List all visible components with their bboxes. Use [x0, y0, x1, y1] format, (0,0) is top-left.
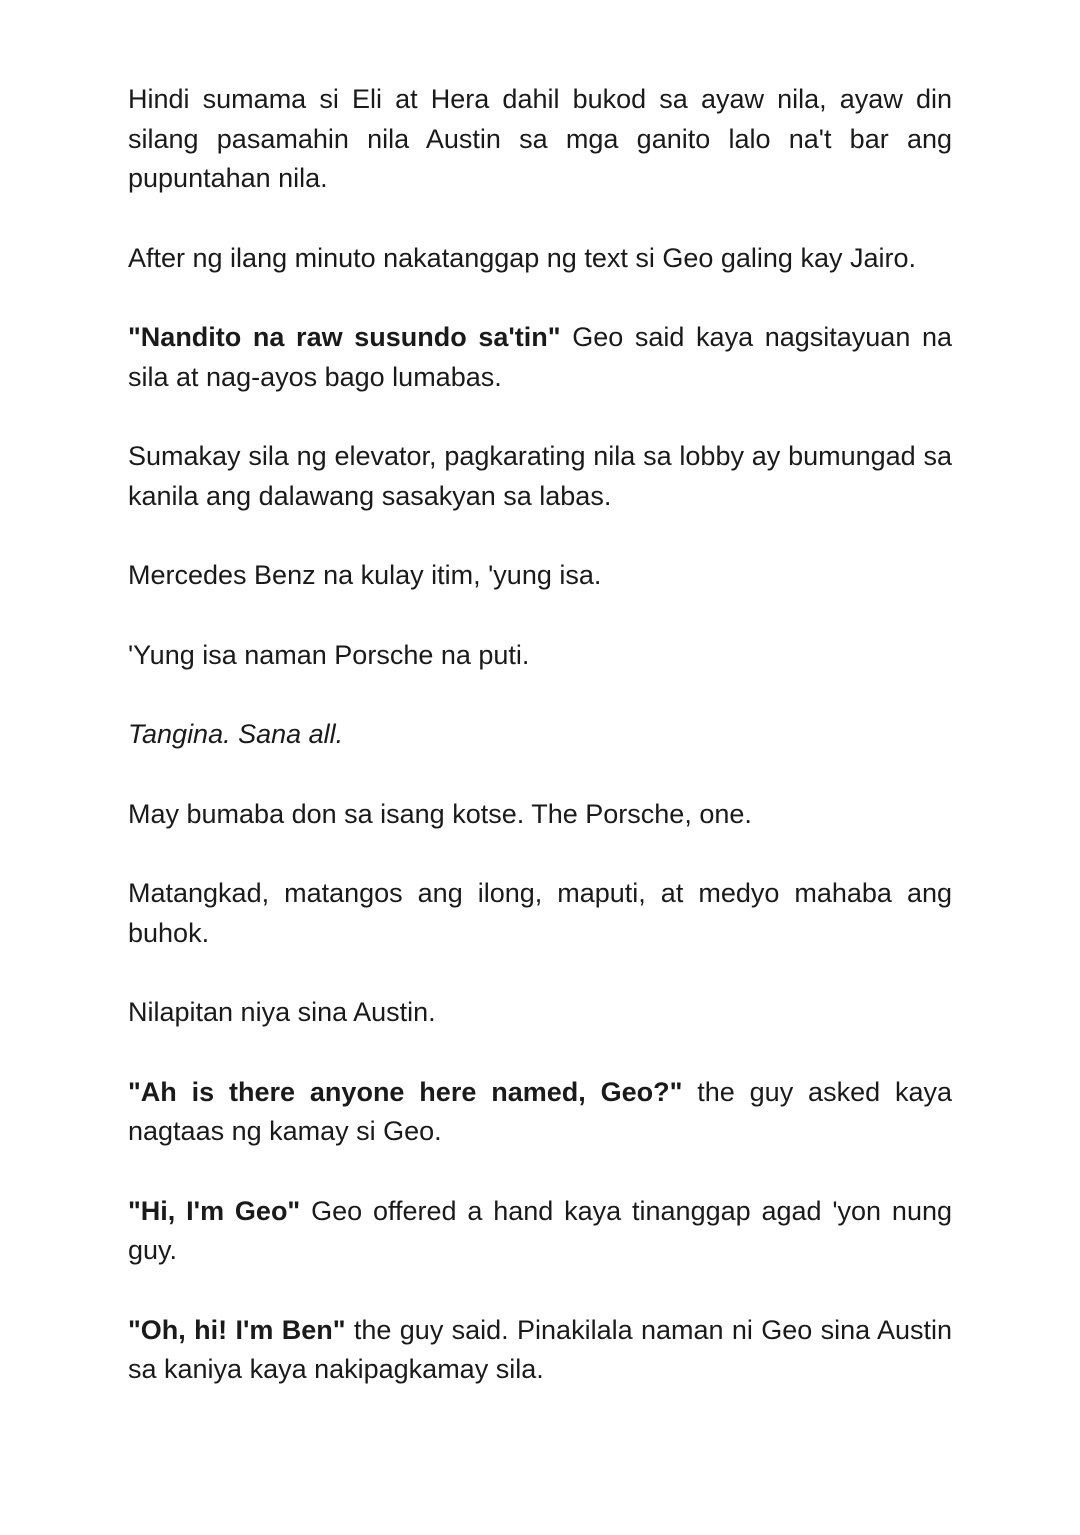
- paragraph: [128, 239, 952, 279]
- paragraph: [128, 437, 952, 516]
- paragraph-text: After ng ilang minuto nakatanggap ng text si Geo galing kay Jairo.: [128, 242, 916, 273]
- paragraph: [128, 556, 952, 596]
- paragraph-text: Geo offered a hand kaya tinanggap agad 'yon nung guy.: [128, 1195, 952, 1265]
- paragraph: [128, 1073, 952, 1152]
- paragraph-text: Nilapitan niya sina Austin.: [128, 997, 436, 1027]
- paragraph-text: Sumakay sila ng elevator, pagkarating nila sa lobby ay bumungad sa kanila ang dalawang sasakyan sa labas.: [128, 441, 952, 511]
- paragraph-text: Geo said kaya nagsitayuan na sila at nag-ayos bago lumabas.: [128, 322, 953, 392]
- paragraph: [128, 318, 952, 397]
- paragraph-text: 'Yung isa naman Porsche na puti.: [128, 639, 530, 670]
- inner-thought: Tangina. Sana all.: [128, 719, 344, 749]
- dialogue-quote: "Ah is there anyone here named, Geo?": [128, 1076, 683, 1107]
- paragraph-text: Hindi sumama si Eli at Hera dahil bukod sa ayaw nila, ayaw din silang pasamahin nila Austin sa mga ganito lalo na't bar ang pupuntahan nila.: [128, 84, 952, 193]
- paragraph: [128, 1192, 952, 1271]
- paragraph-text: the guy asked kaya nagtaas ng kamay si Geo.: [128, 1076, 953, 1146]
- paragraph: [128, 874, 952, 953]
- dialogue-quote: "Nandito na raw susundo sa'tin": [128, 322, 561, 352]
- paragraph-text: Matangkad, matangos ang ilong, maputi, at medyo mahaba ang buhok.: [128, 878, 952, 948]
- paragraph: [128, 1311, 952, 1390]
- paragraph-text: May bumaba don sa isang kotse. The Porsche, one.: [128, 798, 752, 829]
- paragraph: [128, 795, 952, 835]
- paragraph: [128, 993, 952, 1033]
- paragraph: [128, 715, 952, 755]
- dialogue-quote: "Hi, I'm Geo": [128, 1195, 301, 1226]
- dialogue-quote: "Oh, hi! I'm Ben": [128, 1314, 346, 1345]
- paragraph: [128, 80, 952, 199]
- paragraph: [128, 636, 952, 676]
- paragraph-text: Mercedes Benz na kulay itim, 'yung isa.: [128, 560, 602, 590]
- paragraph-text: the guy said. Pinakilala naman ni Geo sina Austin sa kaniya kaya nakipagkamay sila.: [128, 1314, 952, 1384]
- document-page: [128, 80, 952, 1430]
